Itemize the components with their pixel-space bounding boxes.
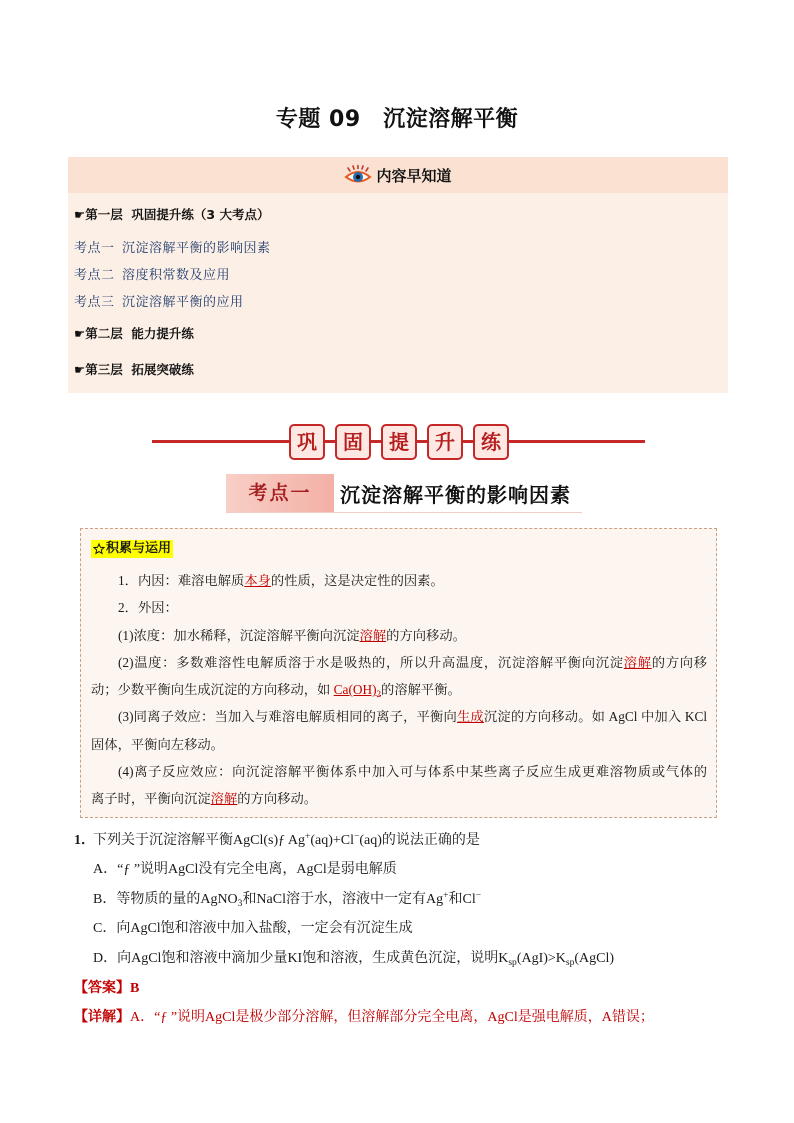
note-text: 固体，平衡向左移动。 — [91, 736, 224, 752]
note-label — [91, 540, 173, 558]
option-text: C．向AgCl饱和溶液中加入盐酸，一定会有沉淀生成 — [93, 921, 413, 936]
note-text: (3)同离子效应：当加入与难溶电解质相同的离子，平衡向 — [118, 709, 457, 725]
note-text: (2)温度：多数难溶性电解质溶于水是吸热的，所以升高温度，沉淀溶解平衡向沉淀 — [118, 654, 624, 670]
banner-char-tile: 升 — [427, 424, 463, 460]
option-text: D．向AgCl饱和溶液中滴加少量KI饱和溶液，生成黄色沉淀，说明K — [93, 951, 509, 966]
note-emphasis — [334, 682, 381, 697]
note-emphasis: 本身 — [244, 573, 271, 588]
topic-item: 考点三 沉淀溶解平衡的应用 — [74, 294, 244, 309]
option-superscript: + — [443, 891, 449, 902]
note-line — [91, 622, 707, 649]
answer-label: 【答案】 — [74, 981, 130, 996]
question-stem — [93, 829, 480, 853]
note-text: 离子时，平衡向沉淀 — [91, 791, 211, 807]
option-text: A．“ƒ ”说明AgCl没有完全电离，AgCl是弱电解质 — [93, 862, 397, 877]
note-line — [91, 676, 707, 703]
note-line — [91, 594, 707, 621]
note-line — [91, 567, 707, 594]
note-line — [91, 731, 707, 758]
topic-item: 考点二 溶度积常数及应用 — [74, 267, 231, 282]
layer-3-heading: ☛第三层 拓展突破练 — [74, 362, 194, 377]
banner-title — [289, 424, 509, 460]
option-superscript: − — [475, 891, 482, 902]
option-b — [93, 888, 481, 912]
star-icon — [93, 543, 105, 555]
section-title: 沉淀溶解平衡的影响因素 — [340, 482, 571, 507]
answer-line — [74, 977, 139, 1001]
note-line — [91, 703, 707, 730]
stem-superscript: − — [354, 832, 360, 843]
stem-superscript: + — [304, 832, 311, 843]
note-text: 的方向移动。 — [386, 627, 466, 643]
contents-overview-panel — [68, 157, 728, 393]
page-title: 专题 09 沉淀溶解平衡 — [275, 107, 519, 132]
stem-text: 下列关于沉淀溶解平衡AgCl(s)ƒ Ag — [93, 833, 305, 848]
note-emphasis: 生成 — [456, 709, 484, 725]
note-line — [91, 785, 707, 812]
banner-char-tile: 练 — [473, 424, 509, 460]
stem-text: (aq)的说法正确的是 — [359, 833, 480, 848]
note-text: 动；少数平衡向生成沉淀的方向移动，如 — [91, 682, 334, 698]
banner-char-tile: 固 — [335, 424, 371, 460]
section-tag: 考点一 — [226, 474, 334, 512]
stem-text: (aq)+Cl — [310, 833, 354, 848]
overview-header — [68, 157, 728, 193]
note-text: 的方向移 — [651, 654, 708, 670]
note-emphasis: 溶解 — [359, 627, 387, 643]
banner-char-tile: 提 — [381, 424, 417, 460]
option-c — [93, 917, 413, 941]
option-text: 和NaCl溶于水，溶液中一定有Ag — [242, 892, 444, 907]
explanation-label: 【详解】 — [74, 1010, 130, 1025]
note-label-text: 积累与运用 — [106, 541, 172, 556]
note-line — [91, 758, 707, 785]
option-text: (AgCl) — [574, 951, 615, 966]
note-text: 的性质，这是决定性的因素。 — [270, 573, 444, 588]
note-line — [91, 649, 707, 676]
option-d — [93, 947, 614, 971]
explanation-text: A．“ƒ ”说明AgCl是极少部分溶解，但溶解部分完全电离，AgCl是强电解质，A错误； — [130, 1010, 654, 1025]
option-text: (AgI)>K — [516, 951, 566, 966]
note-text: 1．内因：难溶电解质 — [118, 573, 245, 588]
topic-item: 考点一 沉淀溶解平衡的影响因素 — [74, 240, 271, 255]
eye-icon — [344, 164, 372, 186]
note-text: 的溶解平衡。 — [381, 682, 461, 698]
note-text: (4)离子反应效应：向沉淀溶解平衡体系中加入可与体系中某些离子反应生成更难溶物质或气体的 — [118, 764, 707, 780]
note-body — [91, 567, 707, 813]
option-subscript: sp — [565, 957, 575, 968]
option-a — [93, 858, 397, 882]
overview-header-label: 内容早知道 — [376, 166, 452, 185]
note-text: 沉淀的方向移动。如 AgCl 中加入 KCl — [483, 709, 708, 725]
option-subscript: 3 — [237, 898, 243, 909]
note-emphasis: 溶解 — [210, 791, 238, 807]
knowledge-note-box — [80, 528, 717, 818]
option-text: 和Cl — [448, 892, 476, 907]
note-text: 2．外因： — [118, 600, 178, 616]
layer-2-heading: ☛第二层 能力提升练 — [74, 326, 194, 341]
banner-char-tile: 巩 — [289, 424, 325, 460]
note-text: 的方向移动。 — [237, 791, 318, 807]
option-subscript: sp — [508, 957, 517, 968]
note-emphasis: 溶解 — [623, 654, 652, 670]
question-number: 1． — [74, 833, 95, 848]
note-text: (1)浓度：加水稀释，沉淀溶解平衡向沉淀 — [118, 627, 360, 643]
section-header — [226, 474, 582, 513]
formula-subscript: 2 — [376, 688, 382, 699]
option-text: B．等物质的量的AgNO — [93, 892, 238, 907]
layer-1-heading: ☛第一层 巩固提升练（3 大考点） — [74, 207, 270, 222]
explanation-line — [74, 1006, 654, 1030]
formula-text: Ca(OH) — [333, 682, 377, 698]
answer-value: B — [130, 981, 140, 996]
